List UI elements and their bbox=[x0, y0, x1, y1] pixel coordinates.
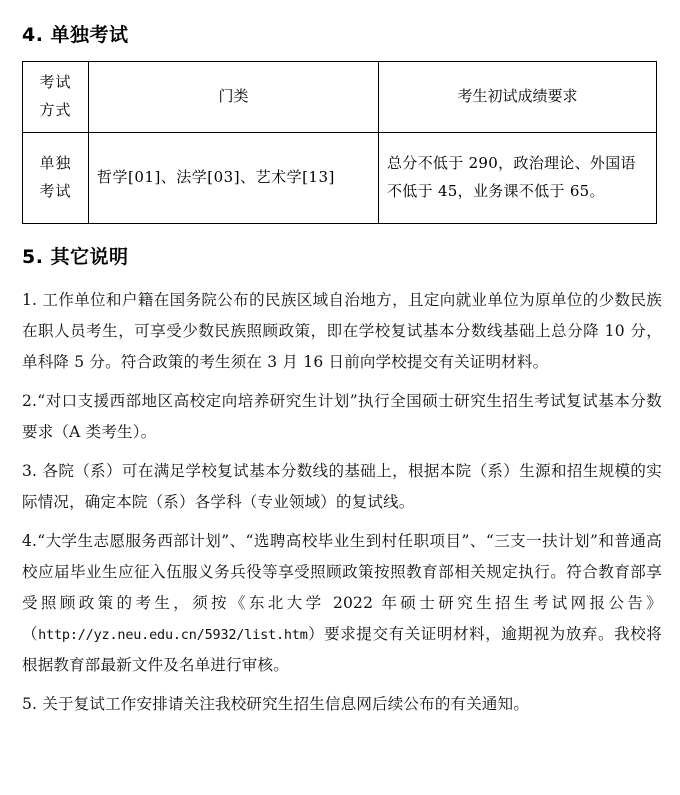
note-item-4-link[interactable]: http://yz.neu.edu.cn/5932/list.htm bbox=[38, 627, 308, 643]
cell-exam-mode bbox=[23, 133, 89, 224]
table-header-row bbox=[23, 62, 657, 133]
note-item-2: 2.“对口支援西部地区高校定向培养研究生计划”执行全国硕士研究生招生考试复试基本分数要求（A 类考生）。 bbox=[22, 392, 662, 441]
note-item-3: 3. 各院（系）可在满足学校复试基本分数线的基础上，根据本院（系）生源和招生规模的实际情况，确定本院（系）各学科（专业领域）的复试线。 bbox=[22, 462, 662, 511]
column-header-exam-mode-line2: 方式 bbox=[39, 101, 72, 119]
cell-exam-mode-line2: 考试 bbox=[39, 182, 72, 200]
cell-category: 哲学[01]、法学[03]、艺术学[13] bbox=[89, 133, 379, 224]
column-header-category: 门类 bbox=[89, 62, 379, 133]
section-heading-5: 5. 其它说明 bbox=[22, 246, 129, 268]
table-row bbox=[23, 133, 657, 224]
cell-requirement-line2: 不低于 45，业务课不低于 65。 bbox=[387, 182, 605, 200]
exam-score-table bbox=[22, 61, 657, 224]
section-heading-4: 4. 单独考试 bbox=[22, 24, 129, 46]
cell-requirement bbox=[379, 133, 657, 224]
note-item-4-part1: 4.“大学生志愿服务西部计划”、“选聘高校毕业生到村任职项目”、“三支一扶计划”和普通高校应届毕业生应征入伍服义务兵役等享受照顾政策按照教育部相关规定执行。符合教育部享受照顾政策的考生，须按《东北大学 2022 年硕士研究生招生考试网报公告》（ bbox=[22, 532, 662, 643]
column-header-exam-mode-line1: 考试 bbox=[39, 73, 72, 92]
note-item-4 bbox=[22, 526, 662, 681]
column-header-exam-mode bbox=[23, 62, 89, 133]
note-item-4-part2: ）要求提交有关证明材料，逾期视为放弃。我校将根据教育部最新文件及名单进行审核。 bbox=[22, 625, 662, 674]
cell-requirement-line1: 总分不低于 290，政治理论、外国语 bbox=[387, 154, 636, 173]
column-header-requirement: 考生初试成绩要求 bbox=[379, 62, 657, 133]
note-item-1: 1. 工作单位和户籍在国务院公布的民族区域自治地方，且定向就业单位为原单位的少数民族在职人员考生，可享受少数民族照顾政策，即在学校复试基本分数线基础上总分降 10 分，单科降 5 分。符合政策的考生须在 3 月 16 日前向学校提交有关证明材料。 bbox=[22, 291, 662, 371]
note-item-5: 5. 关于复试工作安排请关注我校研究生招生信息网后续公布的有关通知。 bbox=[22, 695, 530, 713]
cell-exam-mode-line1: 单独 bbox=[39, 154, 72, 173]
